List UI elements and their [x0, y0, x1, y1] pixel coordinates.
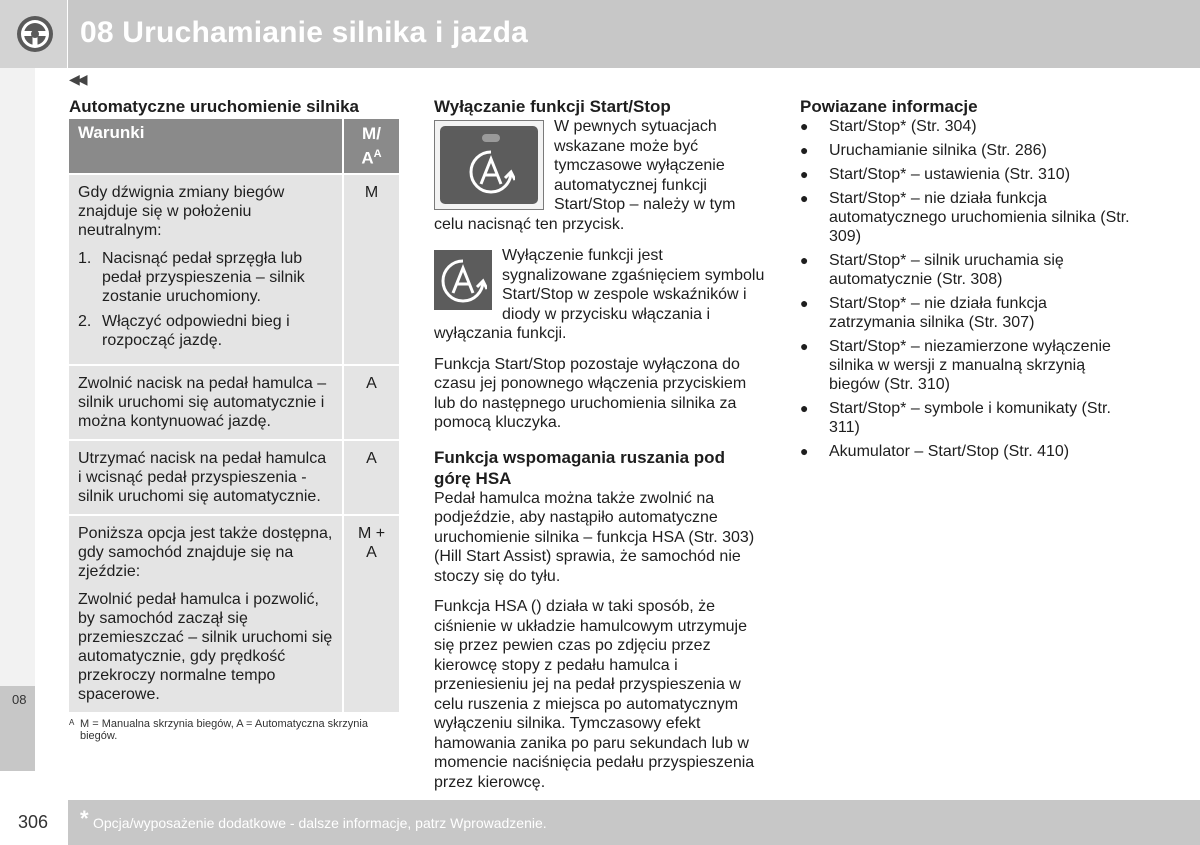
section-title-disable-start-stop: Wyłączanie funkcji Start/Stop	[434, 97, 671, 116]
bullet-icon: ●	[800, 118, 809, 134]
table-row	[69, 440, 399, 515]
table-cell-condition: Poniższa opcja jest także dostępna, gdy samochód znajduje się na zjeździe: Zwolnić pedał hamulca i pozwolić, by samochód zaczął się przemieszczać – silnik uruchomi się automatycznie, gdy prędkość przekroczy normalne tempo spacerowe.	[69, 515, 343, 712]
left-margin-strip	[0, 68, 35, 771]
back-arrows-icon[interactable]: ◀◀	[69, 71, 85, 87]
chapter-icon-box	[0, 0, 68, 68]
related-links-list	[800, 117, 1130, 461]
bullet-icon: ●	[800, 142, 809, 158]
asterisk-icon: *	[80, 806, 89, 831]
chapter-tab-label: 08	[12, 692, 27, 707]
section-title-related: Powiazane informacje	[800, 97, 978, 116]
related-link[interactable]: ● Start/Stop* – ustawienia (Str. 310)	[800, 166, 1071, 183]
paragraph-remains-off: Funkcja Start/Stop pozostaje wyłączona do czasu jej ponownego włączenia przyciskiem lub do następnego uruchomienia silnika za pomocą kluczyka.	[434, 355, 747, 431]
bullet-icon: ●	[800, 166, 809, 182]
page-title: 08 Uruchamianie silnika i jazda	[80, 16, 529, 49]
bullet-icon: ●	[800, 295, 809, 311]
table-footnote: A M = Manualna skrzynia biegów, A = Automatyczna skrzynia biegów.	[69, 717, 368, 742]
footnote-mark: A	[69, 717, 75, 727]
bullet-icon: ●	[800, 338, 809, 354]
paragraph-temporary-disable: W pewnych sytuacjach wskazane może być tymczasowe wyłączenie automatycznej funkcji Start/Stop – należy w tym celu nacisnąć ten przycisk.	[434, 118, 736, 233]
start-stop-button-image	[434, 120, 544, 210]
table-cell-value: M + A	[343, 515, 399, 712]
related-link[interactable]: ● Start/Stop* – niezamierzone wyłączenie silnika w wersji z manualną skrzynią biegów (Str. 310)	[800, 338, 1111, 393]
bullet-icon: ●	[800, 400, 809, 416]
related-link[interactable]: ● Uruchamianie silnika (Str. 286)	[800, 142, 1047, 159]
section-title-automatic-start: Automatyczne uruchomienie silnika	[69, 97, 360, 116]
steps-list	[78, 249, 333, 350]
table-header-conditions: Warunki	[69, 119, 343, 174]
table-row	[69, 174, 399, 365]
related-link[interactable]: ● Start/Stop* – silnik uruchamia się automatycznie (Str. 308)	[800, 252, 1064, 288]
indicator-led	[482, 134, 500, 142]
start-stop-button	[440, 126, 538, 204]
table-cell-value: A	[343, 440, 399, 515]
related-link[interactable]: ● Start/Stop* (Str. 304)	[800, 118, 977, 135]
footer-bar	[68, 800, 1200, 845]
table-cell-condition: Gdy dźwignia zmiany biegów znajduje się w położeniu neutralnym: 1. Nacisnąć pedał sprzęgła lub pedał przyspieszenia – silnik zostanie uruchomiony. 2. Włączyć odpowiedni bieg i rozpocząć jazdę.	[69, 174, 343, 365]
start-stop-symbol	[434, 250, 492, 310]
column-disable-start-stop	[434, 96, 766, 792]
bullet-icon: ●	[800, 443, 809, 459]
list-item: 2. Włączyć odpowiedni bieg i rozpocząć jazdę.	[78, 312, 290, 349]
related-link[interactable]: ● Start/Stop* – symbole i komunikaty (Str. 311)	[800, 400, 1111, 436]
paragraph-indicator: Wyłączenie funkcji jest sygnalizowane zgaśnięciem symbolu Start/Stop w zespole wskaźników i diody w przycisku włączania i wyłączania funkcji.	[434, 247, 765, 342]
bullet-icon: ●	[800, 190, 809, 206]
auto-start-stop-icon	[467, 148, 515, 196]
column-automatic-start	[69, 96, 399, 742]
table-cell-condition: Zwolnić nacisk na pedał hamulca – silnik uruchomi się automatycznie i można kontynuować jazdę.	[69, 365, 343, 440]
section-title-hsa: Funkcja wspomagania ruszania pod górę HSA	[434, 447, 725, 488]
page-header	[0, 0, 1200, 68]
table-header-row	[69, 119, 399, 174]
footer-note: Opcja/wyposażenie dodatkowe - dalsze informacje, patrz Wprowadzenie.	[93, 815, 547, 831]
list-item: 1. Nacisnąć pedał sprzęgła lub pedał przyspieszenia – silnik zostanie uruchomiony.	[78, 249, 305, 305]
table-header-ma: M/ $A^A$	[343, 119, 399, 174]
table-row	[69, 515, 399, 712]
column-related-info	[800, 96, 1130, 466]
table-cell-value: M	[343, 174, 399, 365]
paragraph-hsa-intro: Pedał hamulca można także zwolnić na podjeździe, aby nastąpiło automatyczne uruchomienie silnika – funkcja HSA (Str. 303) (Hill Start Assist) sprawia, że samochód nie stoczy się do tyłu.	[434, 489, 755, 585]
related-link[interactable]: ● Akumulator – Start/Stop (Str. 410)	[800, 443, 1070, 460]
table-cell-condition: Utrzymać nacisk na pedał hamulca i wcisnąć pedał przyspieszenia - silnik uruchomi się automatycznie.	[69, 440, 343, 515]
bullet-icon: ●	[800, 252, 809, 268]
table-row	[69, 365, 399, 440]
related-link[interactable]: ● Start/Stop* – nie działa funkcja automatycznego uruchomienia silnika (Str. 309)	[800, 190, 1130, 245]
steering-wheel-icon	[15, 14, 55, 54]
footnote-ref: A	[373, 148, 382, 160]
page-number: 306	[18, 812, 49, 832]
paragraph-hsa-detail: Funkcja HSA () działa w taki sposób, że ciśnienie w układzie hamulcowym utrzymuje się przez pewien czas po zdjęciu przez kierowcę stopy z pedału hamulca i przeniesieniu jej na pedał przyspieszenia w celu ruszenia z miejsca po automatycznym wyłączeniu silnika. Tymczasowy efekt hamowania zanika po paru sekundach lub w momencie naciśnięcia pedału przyspieszenia przez kierowcę.	[434, 598, 755, 791]
conditions-table	[69, 119, 399, 712]
table-cell-value: A	[343, 365, 399, 440]
auto-start-stop-icon	[439, 257, 487, 305]
related-link[interactable]: ● Start/Stop* – nie działa funkcja zatrzymania silnika (Str. 307)	[800, 295, 1047, 331]
chapter-tab[interactable]	[0, 686, 35, 771]
